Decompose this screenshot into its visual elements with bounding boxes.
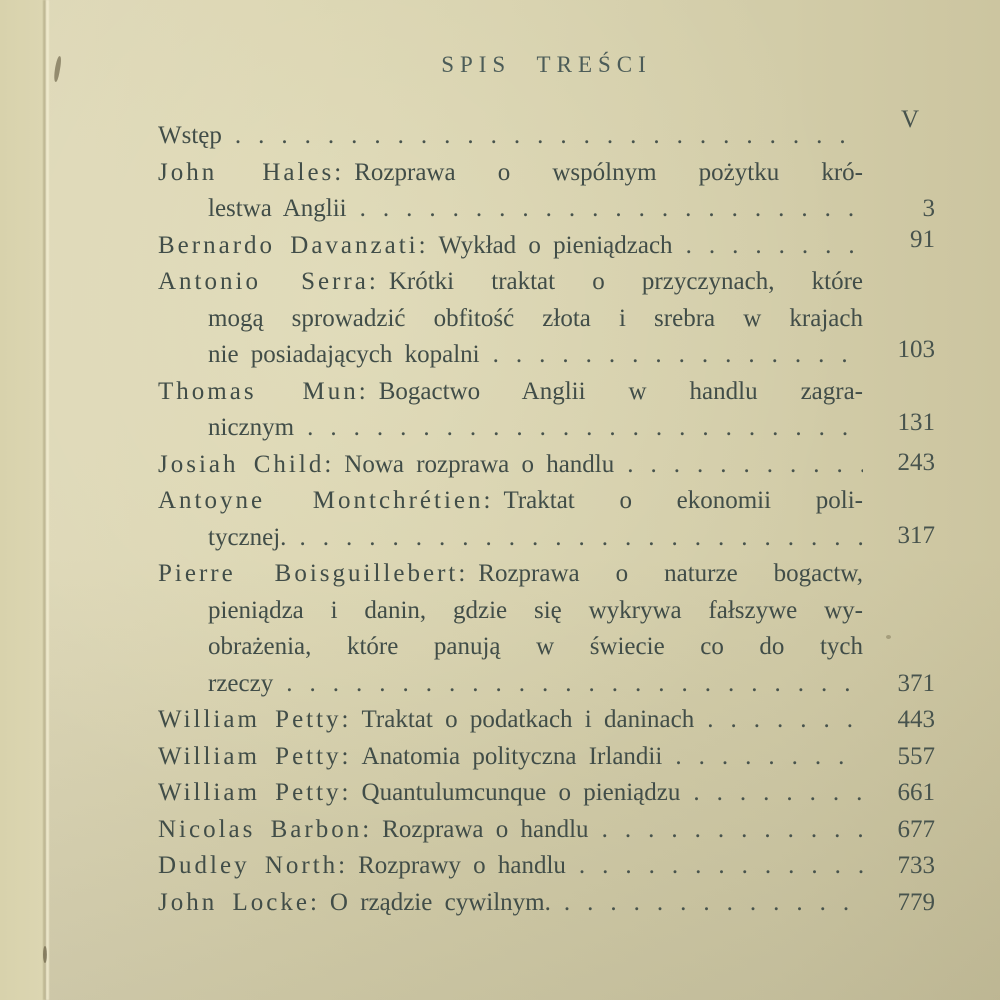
author-name: Nicolas Barbon: xyxy=(158,815,373,843)
dot-leader xyxy=(307,410,863,447)
entry-title: Krótki traktat o przyczynach, które xyxy=(388,268,863,295)
paper-speck xyxy=(43,946,47,963)
entry-title: William Petty: Anatomia polityczna Irlandii xyxy=(158,742,663,770)
toc-line xyxy=(158,264,863,301)
entry-title: mogą sprowadzić obfitość złota i srebra w krajach xyxy=(208,304,863,332)
entry-title: Dudley North: Rozprawy o handlu xyxy=(158,852,566,879)
author-name: Bernardo Davanzati: xyxy=(158,231,429,259)
author-name: Dudley North: xyxy=(158,852,349,879)
entry-title: Josiah Child: Nowa rozprawa o handlu xyxy=(158,450,615,478)
page-number: 661 xyxy=(897,779,935,806)
dot-leader xyxy=(235,118,863,155)
toc-entry xyxy=(158,483,935,556)
toc-line xyxy=(158,191,863,228)
toc-entry xyxy=(158,556,935,702)
dot-leader xyxy=(707,702,863,739)
entry-title: nie posiadających kopalni xyxy=(208,341,480,368)
toc-line xyxy=(158,155,863,192)
page-number: 733 xyxy=(897,852,935,879)
toc-line xyxy=(158,447,863,484)
page-number: 103 xyxy=(897,336,935,363)
table-of-contents xyxy=(158,50,935,921)
page-number: 243 xyxy=(897,448,935,476)
dot-leader xyxy=(564,885,863,922)
dot-leader xyxy=(675,739,863,776)
author-name: William Petty: xyxy=(158,742,352,770)
author-name: William Petty: xyxy=(158,779,352,806)
entry-title: Traktat o ekonomii poli- xyxy=(503,487,863,514)
page-number: 3 xyxy=(922,195,935,222)
toc-line xyxy=(158,666,863,703)
entry-title: William Petty: Traktat o podatkach i daninach xyxy=(158,706,695,733)
author-name: Thomas Mun: xyxy=(158,377,369,405)
page-number: 317 xyxy=(897,521,935,549)
page-edge-highlight xyxy=(46,0,49,1000)
dot-leader xyxy=(286,666,863,703)
toc-line xyxy=(158,228,863,265)
dot-leader xyxy=(360,191,863,228)
toc-line xyxy=(158,702,863,739)
page-edge xyxy=(0,0,45,1000)
page-number: 91 xyxy=(910,225,935,253)
page-number: 131 xyxy=(897,409,935,436)
page-number: V xyxy=(900,106,919,133)
toc-entry xyxy=(158,739,935,776)
toc-entry xyxy=(158,155,935,228)
dot-leader xyxy=(627,447,863,484)
entry-title: nicznym xyxy=(208,414,295,441)
toc-entry xyxy=(158,885,935,922)
paper-speck xyxy=(53,56,62,82)
entry-title: pieniądza i danin, gdzie się wykrywa fałszywe wy- xyxy=(208,596,863,624)
entry-title: lestwa Anglii xyxy=(208,195,347,222)
entry-title: John Locke: O rządzie cywilnym. xyxy=(158,888,551,916)
author-name: Pierre Boisguillebert: xyxy=(158,560,469,587)
dot-leader xyxy=(693,775,863,812)
author-name: John Locke: xyxy=(158,888,320,916)
entry-title: Rozprawa o wspólnym pożytku kró- xyxy=(354,158,863,186)
author-name: Antonio Serra: xyxy=(158,268,379,295)
page-number: 677 xyxy=(897,815,935,843)
page-number: 371 xyxy=(897,669,935,697)
dot-leader xyxy=(299,520,863,557)
toc-entries xyxy=(158,106,935,921)
toc-entry xyxy=(158,775,935,812)
page-number: 779 xyxy=(897,888,935,916)
toc-line xyxy=(158,301,863,338)
page-number: 557 xyxy=(897,742,935,770)
author-name: John Hales: xyxy=(158,158,345,186)
entry-title: Rozprawa o naturze bogactw, xyxy=(478,560,863,587)
toc-line xyxy=(158,593,863,630)
toc-entry xyxy=(158,848,935,885)
toc-entry xyxy=(158,702,935,739)
toc-line xyxy=(158,556,863,593)
entry-title: Bogactwo Anglii w handlu zagra- xyxy=(378,377,863,405)
toc-entry xyxy=(158,447,935,484)
page-title: SPIS TREŚCI xyxy=(441,52,652,77)
dot-leader xyxy=(579,848,863,885)
entry-title: William Petty: Quantulumcunque o pieniądzu xyxy=(158,779,681,806)
toc-line xyxy=(158,848,863,885)
toc-line xyxy=(158,739,863,776)
toc-entry xyxy=(158,225,935,265)
author-name: Antoyne Montchrétien: xyxy=(158,487,494,514)
author-name: William Petty: xyxy=(158,706,352,733)
toc-line xyxy=(158,775,863,812)
toc-entry xyxy=(158,264,935,374)
entry-title: Bernardo Davanzati: Wykład o pieniądzach xyxy=(158,231,673,259)
author-name: Josiah Child: xyxy=(158,450,335,478)
toc-line xyxy=(158,520,863,557)
dot-leader xyxy=(602,812,863,849)
entry-title: tycznej. xyxy=(208,523,287,551)
dot-leader xyxy=(493,337,863,374)
toc-line xyxy=(158,118,863,155)
entry-title: rzeczy xyxy=(208,669,274,697)
entry-title: Nicolas Barbon: Rozprawa o handlu xyxy=(158,815,589,843)
toc-line xyxy=(158,629,863,666)
entry-title: obrażenia, które panują w świecie co do tych xyxy=(208,633,863,660)
toc-line xyxy=(158,483,863,520)
toc-entry xyxy=(158,812,935,849)
toc-line xyxy=(158,374,863,411)
toc-line xyxy=(158,337,863,374)
toc-entry xyxy=(158,106,935,155)
entry-title: Wstęp xyxy=(158,122,222,149)
page-number: 443 xyxy=(897,706,935,733)
dot-leader xyxy=(686,228,863,265)
toc-entry xyxy=(158,374,935,447)
toc-line xyxy=(158,812,863,849)
toc-line xyxy=(158,410,863,447)
toc-line xyxy=(158,885,863,922)
